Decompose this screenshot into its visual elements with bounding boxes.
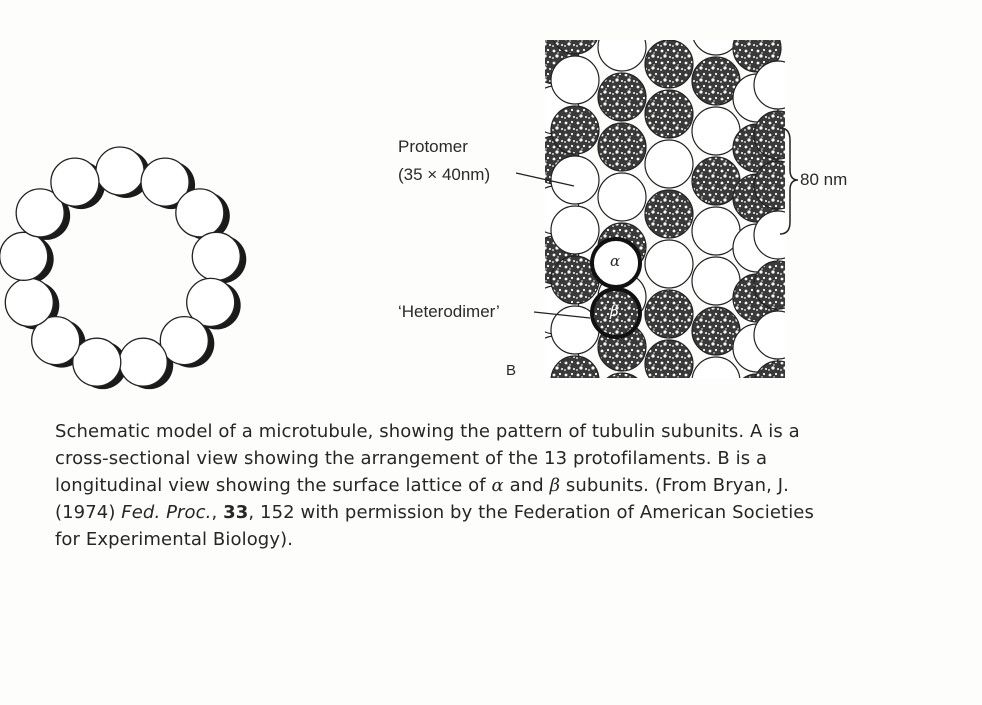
caption-beta-symbol: β bbox=[549, 475, 561, 496]
caption-text: longitudinal view showing the surface lattice of bbox=[55, 475, 486, 496]
heterodimer-label: ‘Heterodimer’ bbox=[398, 302, 500, 321]
beta-tubulin-subunit bbox=[645, 340, 693, 388]
protofilament-subunit bbox=[51, 158, 99, 206]
protofilament-subunit bbox=[5, 278, 53, 326]
caption-text: subunits. (From Bryan, J. bbox=[565, 475, 789, 496]
protomer-size-label: (35 × 40nm) bbox=[398, 165, 491, 184]
alpha-tubulin-subunit bbox=[754, 311, 802, 359]
beta-tubulin-subunit bbox=[551, 106, 599, 154]
figure-caption bbox=[55, 418, 935, 553]
spacing-label: 80 nm bbox=[800, 170, 848, 189]
protofilament-subunit bbox=[176, 189, 224, 237]
alpha-tubulin-subunit bbox=[754, 61, 802, 109]
alpha-tubulin-subunit bbox=[754, 211, 802, 259]
cross-section-ring bbox=[0, 147, 246, 389]
alpha-tubulin-subunit bbox=[551, 56, 599, 104]
beta-tubulin-subunit bbox=[733, 374, 781, 422]
caption-journal: Fed. Proc. bbox=[121, 502, 212, 523]
alpha-symbol: α bbox=[610, 252, 621, 270]
beta-tubulin-subunit bbox=[754, 261, 802, 309]
beta-tubulin-subunit bbox=[551, 6, 599, 54]
beta-tubulin-subunit bbox=[754, 161, 802, 209]
beta-tubulin-subunit bbox=[645, 290, 693, 338]
protofilament-subunit bbox=[0, 232, 48, 280]
alpha-tubulin-subunit bbox=[692, 357, 740, 405]
caption-line-5: for Experimental Biology). bbox=[55, 529, 294, 550]
caption-text: and bbox=[509, 475, 544, 496]
alpha-tubulin-subunit bbox=[645, 140, 693, 188]
protomer-label: Protomer bbox=[398, 137, 468, 156]
protofilament-subunit bbox=[192, 232, 240, 280]
alpha-tubulin-subunit bbox=[598, 23, 646, 71]
beta-tubulin-subunit bbox=[551, 356, 599, 404]
caption-volume: 33 bbox=[223, 502, 249, 523]
caption-line-2: cross-sectional view showing the arrangement of the 13 protofilaments. B is a bbox=[55, 448, 768, 469]
beta-tubulin-subunit bbox=[754, 111, 802, 159]
beta-tubulin-subunit bbox=[645, 90, 693, 138]
caption-alpha-symbol: α bbox=[491, 475, 504, 496]
protofilament-subunit bbox=[73, 338, 121, 386]
caption-text: (1974) bbox=[55, 502, 116, 523]
beta-tubulin-subunit bbox=[754, 361, 802, 409]
longitudinal-lattice bbox=[531, 6, 802, 422]
protofilament-subunit bbox=[119, 338, 167, 386]
beta-tubulin-subunit bbox=[598, 373, 646, 421]
beta-tubulin-subunit bbox=[598, 123, 646, 171]
caption-text: , 152 with permission by the Federation of American Societies bbox=[248, 502, 814, 523]
alpha-tubulin-subunit bbox=[598, 173, 646, 221]
caption-text: , bbox=[211, 502, 218, 523]
beta-tubulin-subunit bbox=[645, 40, 693, 88]
beta-tubulin-subunit bbox=[645, 190, 693, 238]
protofilament-subunit bbox=[160, 317, 208, 365]
protofilament-subunit bbox=[96, 147, 144, 195]
beta-symbol: β bbox=[610, 302, 619, 320]
panel-b-letter: B bbox=[506, 362, 517, 379]
caption-line-4 bbox=[55, 499, 935, 526]
alpha-tubulin-subunit bbox=[645, 240, 693, 288]
alpha-tubulin-subunit bbox=[551, 206, 599, 254]
beta-tubulin-subunit bbox=[598, 73, 646, 121]
caption-line-1: Schematic model of a microtubule, showing the pattern of tubulin subunits. A is a bbox=[55, 421, 800, 442]
alpha-tubulin-subunit bbox=[551, 156, 599, 204]
caption-line-3 bbox=[55, 472, 935, 499]
